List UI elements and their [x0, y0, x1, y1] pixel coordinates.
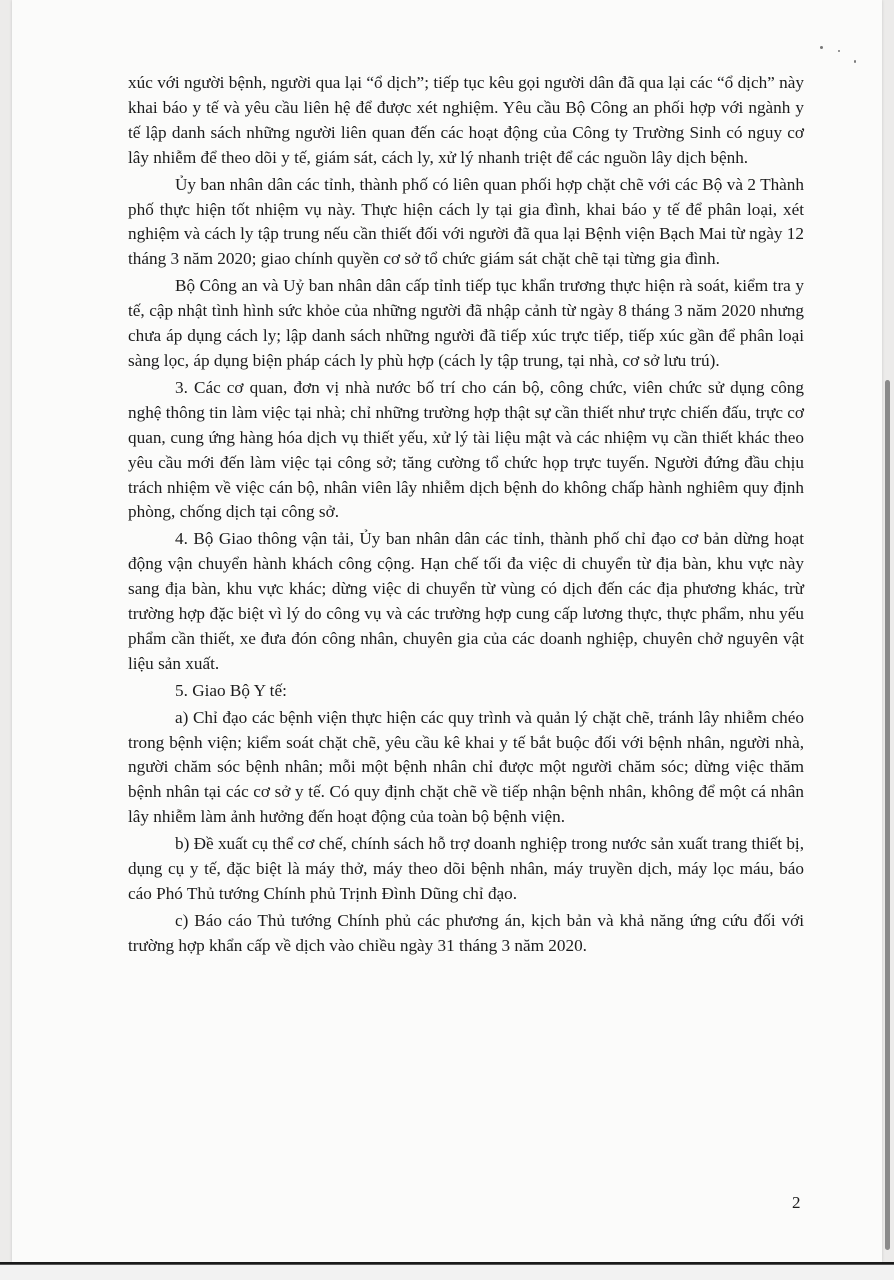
- scan-speck: [820, 46, 823, 49]
- paragraph: 4. Bộ Giao thông vận tải, Ủy ban nhân dân các tỉnh, thành phố chỉ đạo cơ bản dừng hoạt động vận chuyển hành khách công cộng. Hạn chế tối đa việc di chuyển từ địa bàn, khu vực này sang địa bàn, khu vực khác; dừng việc di chuyển từ vùng có dịch đến các địa phương khác, trừ trường hợp đặc biệt vì lý do công vụ và các trường hợp cung cấp lương thực, thực phẩm, nhu yếu phẩm cần thiết, xe đưa đón công nhân, chuyên gia của các doanh nghiệp, chuyên chở nguyên vật liệu sản xuất.: [128, 529, 804, 673]
- paragraph: a) Chỉ đạo các bệnh viện thực hiện các quy trình và quản lý chặt chẽ, tránh lây nhiễm chéo trong bệnh viện; kiểm soát chặt chẽ, yêu cầu kê khai y tế bắt buộc đối với bệnh nhân, người nhà, người chăm sóc bệnh nhân; mỗi một bệnh nhân chỉ được một người chăm sóc; dừng việc thăm bệnh nhân tại các cơ sở y tế. Có quy định chặt chẽ về tiếp nhận bệnh nhân, không để một cá nhân lây nhiễm làm ảnh hưởng đến hoạt động của toàn bộ bệnh viện.: [128, 707, 804, 827]
- paragraph: 3. Các cơ quan, đơn vị nhà nước bố trí cho cán bộ, công chức, viên chức sử dụng công nghệ thông tin làm việc tại nhà; chỉ những trường hợp thật sự cần thiết như trực chiến đấu, trực cơ quan, cung ứng hàng hóa dịch vụ thiết yếu, xử lý tài liệu mật và các nhiệm vụ cần thiết khác theo yêu cầu mới đến làm việc tại công sở; tăng cường tổ chức họp trực tuyến. Người đứng đầu chịu trách nhiệm về việc cán bộ, nhân viên lây nhiễm dịch bệnh do không chấp hành nghiêm quy định phòng, chống dịch tại công sở.: [128, 377, 804, 522]
- paragraph: b) Đề xuất cụ thể cơ chế, chính sách hỗ trợ doanh nghiệp trong nước sản xuất trang thiết bị, dụng cụ y tế, đặc biệt là máy thở, máy theo dõi bệnh nhân, máy truyền dịch, máy lọc máu, báo cáo Phó Thủ tướng Chính phủ Trịnh Đình Dũng chỉ đạo.: [128, 834, 804, 903]
- next-page-edge: [0, 1264, 894, 1280]
- scan-speck: [854, 60, 856, 63]
- scan-speck: [838, 50, 840, 52]
- document-body: [128, 71, 804, 961]
- paragraph: xúc với người bệnh, người qua lại “ổ dịch”; tiếp tục kêu gọi người dân đã qua lại các “ổ dịch” này khai báo y tế và yêu cầu liên hệ để được xét nghiệm. Yêu cầu Bộ Công an phối hợp với ngành y tế lập danh sách những người liên quan đến các hoạt động của Công ty Trường Sinh có nguy cơ lây nhiễm để theo dõi y tế, giám sát, cách ly, xử lý nhanh triệt để các nguồn lây dịch bệnh.: [128, 73, 804, 167]
- paragraph: c) Báo cáo Thủ tướng Chính phủ các phương án, kịch bản và khả năng ứng cứu đối với trường hợp khẩn cấp về dịch vào chiều ngày 31 tháng 3 năm 2020.: [128, 910, 804, 955]
- scrollbar[interactable]: [885, 380, 890, 1250]
- section-heading: 5. Giao Bộ Y tế:: [175, 680, 287, 700]
- paragraph: Bộ Công an và Uỷ ban nhân dân cấp tỉnh tiếp tục khẩn trương thực hiện rà soát, kiểm tra y tế, cập nhật tình hình sức khỏe của những người đã nhập cảnh từ ngày 8 tháng 3 năm 2020 nhưng chưa áp dụng cách ly; lập danh sách những người đã tiếp xúc trực tiếp, tiếp xúc gần để phân loại sàng lọc, áp dụng biện pháp cách ly phù hợp (cách ly tập trung, tại nhà, cơ sở lưu trú).: [128, 276, 804, 370]
- page-number: 2: [792, 1193, 801, 1212]
- paragraph: Ủy ban nhân dân các tỉnh, thành phố có liên quan phối hợp chặt chẽ với các Bộ và 2 Thành phố thực hiện tốt nhiệm vụ này. Thực hiện cách ly tại gia đình, khai báo y tế để phân loại, xét nghiệm và cách ly tập trung nếu cần thiết đối với người đã qua lại Bệnh viện Bạch Mai từ ngày 12 tháng 3 năm 2020; giao chính quyền cơ sở tổ chức giám sát chặt chẽ tại từng gia đình.: [128, 174, 804, 269]
